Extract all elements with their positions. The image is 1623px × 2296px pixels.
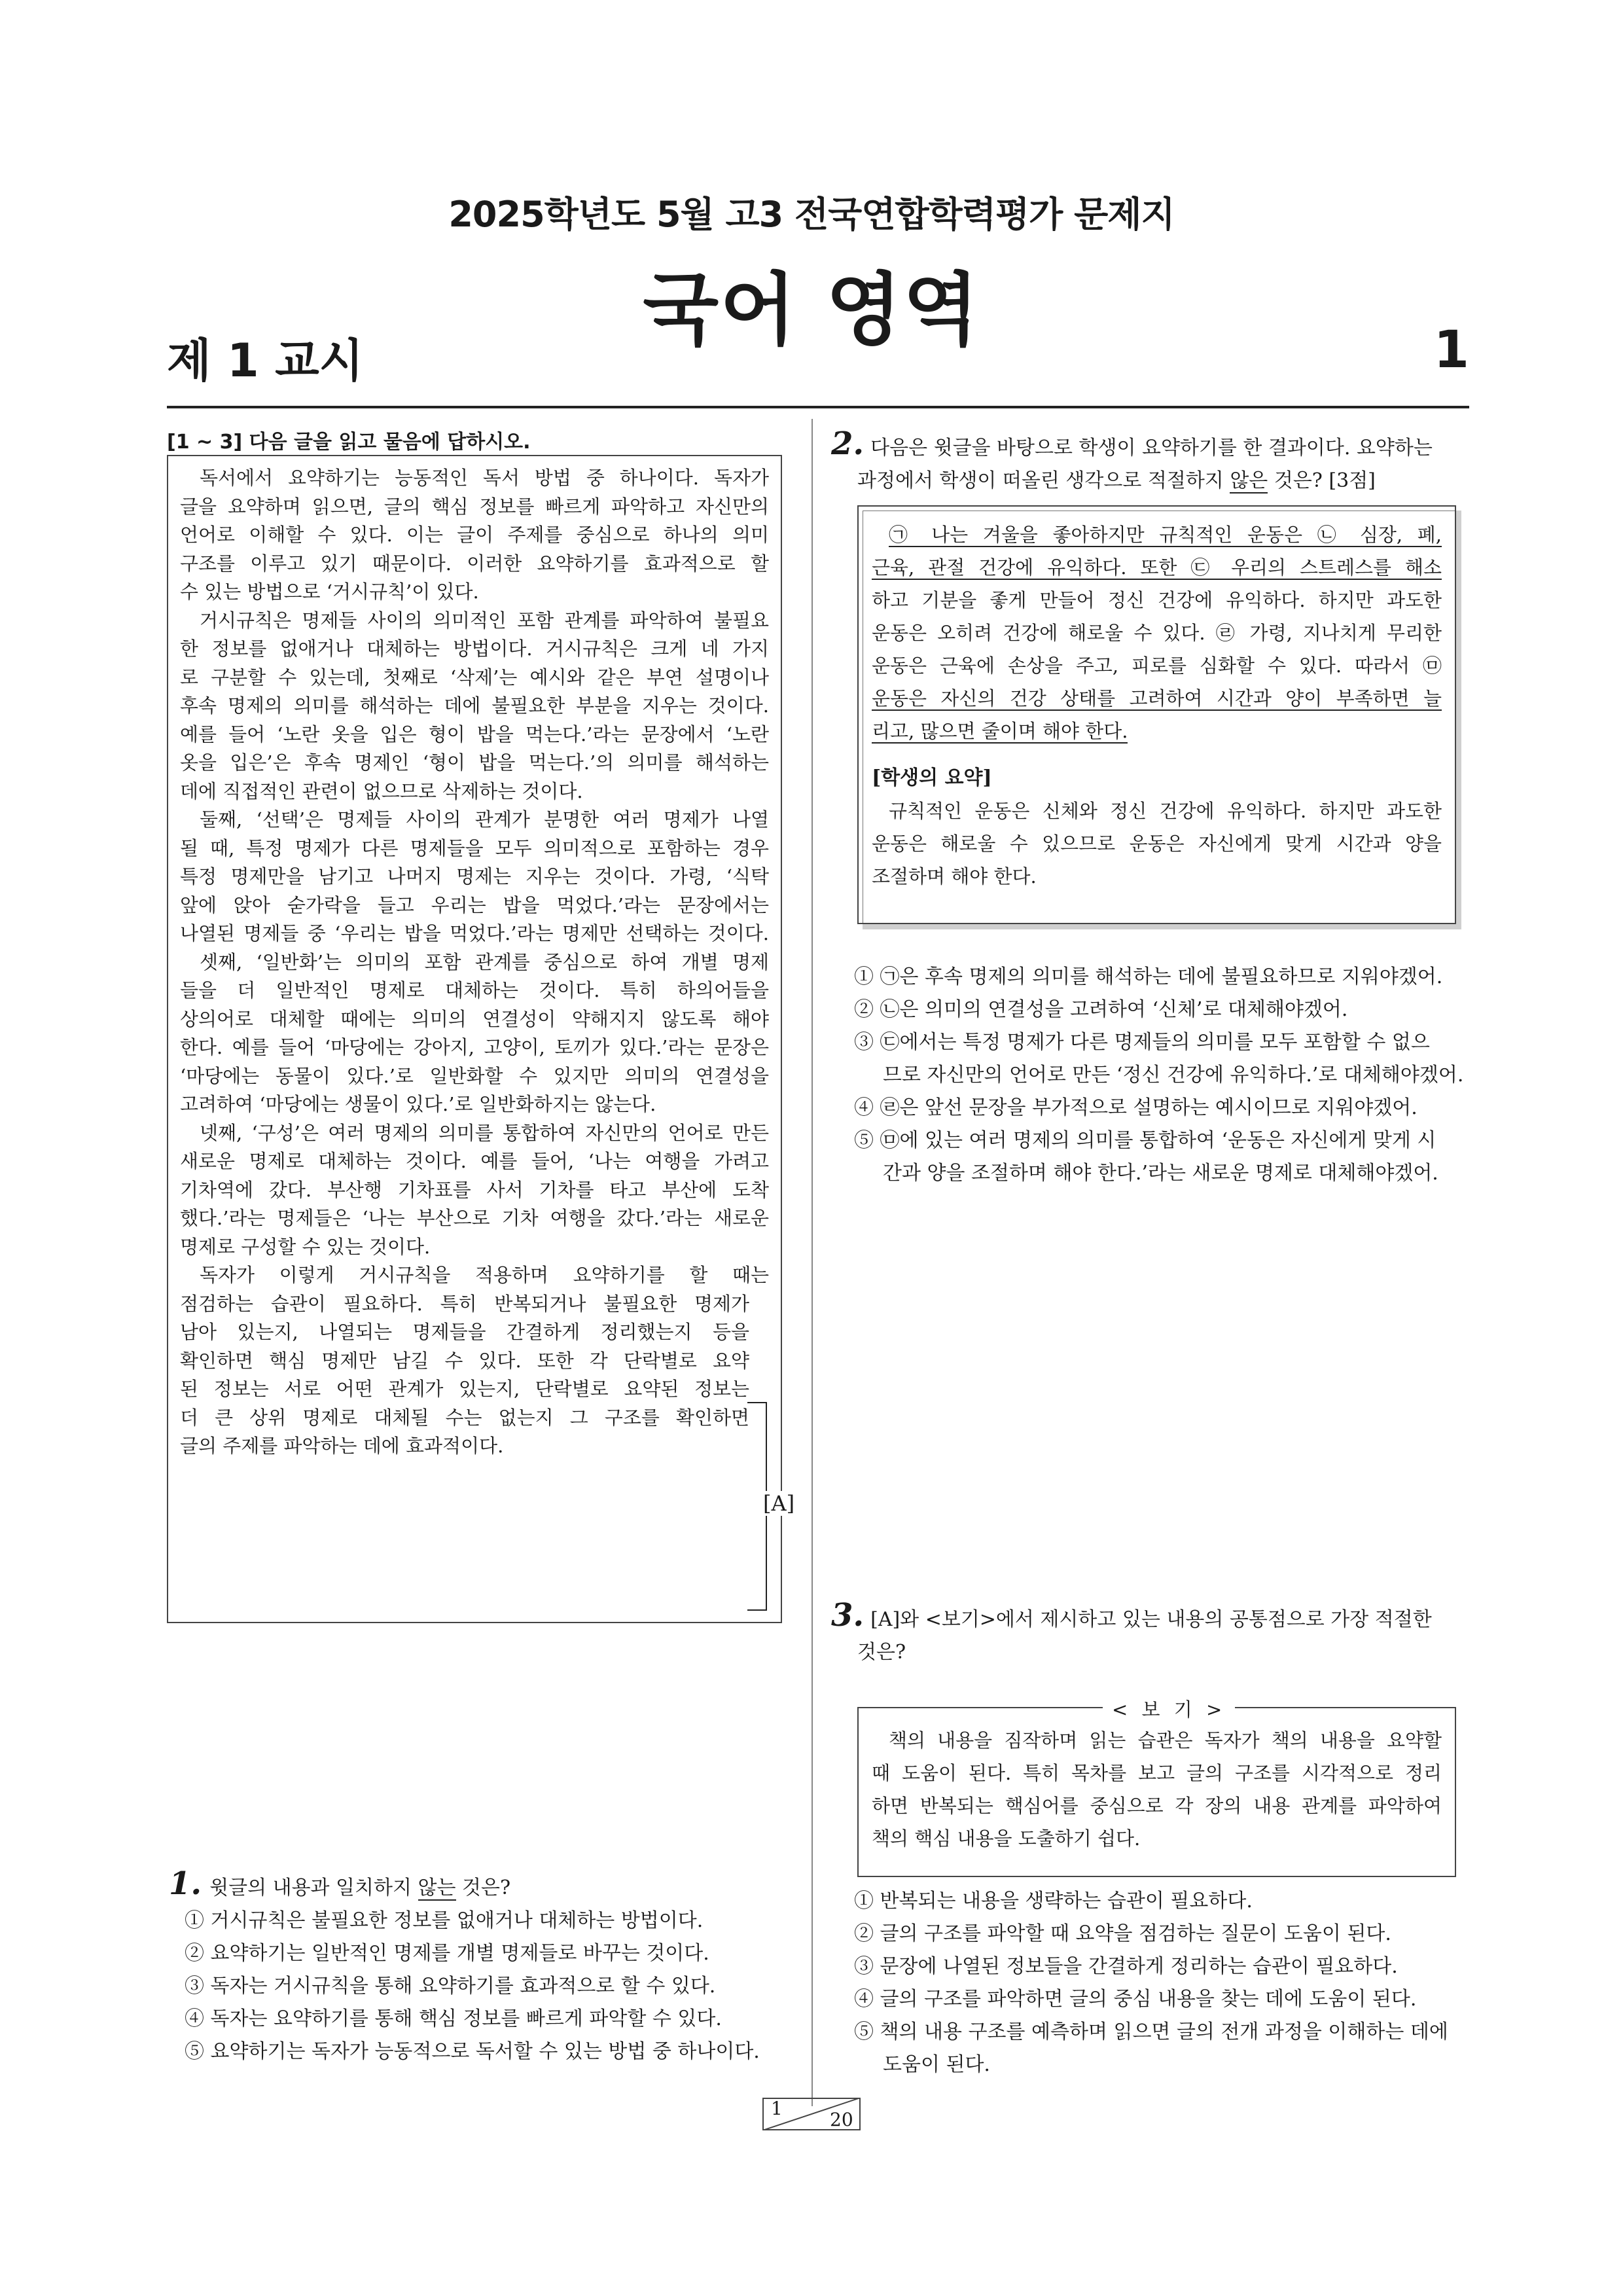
question-number: 2. — [831, 425, 865, 462]
passage-line: 한 정보를 없애거나 대체하는 방법이다. 거시규칙은 크게 네 가지 — [180, 637, 769, 660]
passage-line: 언어로 이해할 수 있다. 이는 글이 주제를 중심으로 하나의 의미 — [180, 524, 769, 546]
passage-line: 구조를 이루고 있기 때문이다. 이러한 요약하기를 효과적으로 할 — [180, 552, 769, 575]
answer-option[interactable]: ⑤ ㉤에 있는 여러 명제의 의미를 통합하여 ‘운동은 자신에게 맞게 시 — [854, 1129, 1436, 1152]
question-3 — [831, 1597, 1469, 1669]
passage-line: 확인하면 핵심 명제만 남길 수 있다. 또한 각 단락별로 요약 — [180, 1349, 749, 1372]
passage-line: 둘째, ‘선택’은 명제들 사이의 관계가 분명한 여러 명제가 나열 — [200, 808, 769, 831]
passage-line: 명제로 구성할 수 있는 것이다. — [180, 1235, 431, 1258]
question-stem: 윗글의 내용과 일치하지 않는 것은? — [209, 1876, 511, 1899]
emphasis-underline: 않는 — [418, 1876, 456, 1899]
question-3-options — [854, 1885, 1469, 2081]
passage-line: 특정 명제만을 남기고 나머지 명제는 지우는 것이다. 가령, ‘식탁 — [180, 865, 769, 888]
question-number: 1. — [169, 1865, 202, 1902]
answer-option[interactable]: ① 반복되는 내용을 생략하는 습관이 필요하다. — [854, 1890, 1253, 1912]
example-line: 하고 기분을 좋게 만들어 정신 건강에 유익하다. 하지만 과도한 — [872, 589, 1442, 611]
answer-option-continued[interactable]: 므로 자신만의 언어로 만든 ‘정신 건강에 유익하다.’로 대체해야겠어. — [883, 1064, 1464, 1086]
passage-line: 기차역에 갔다. 부산행 기차표를 사서 기차를 타고 부산에 도착 — [180, 1178, 769, 1201]
bogi-line: 책의 핵심 내용을 도출하기 쉽다. — [872, 1827, 1141, 1850]
answer-option[interactable]: ⑤ 요약하기는 독자가 능동적으로 독서할 수 있는 방법 중 하나이다. — [185, 2040, 760, 2063]
passage-line: 거시규칙은 명제들 사이의 의미적인 포함 관계를 파악하여 불필요 — [200, 609, 769, 632]
passage-line: 후속 명제의 의미를 해석하는 데에 불필요한 부분을 지우는 것이다. — [180, 694, 769, 717]
answer-option[interactable]: ④ 글의 구조를 파악하면 글의 중심 내용을 찾는 데에 도움이 된다. — [854, 1988, 1417, 2011]
passage-line: 데에 직접적인 관련이 없으므로 삭제하는 것이다. — [180, 780, 583, 802]
question-stem-line: 과정에서 학생이 떠올린 생각으로 적절하지 않은 것은? [3점] — [857, 469, 1376, 492]
emphasis-underline: 않은 — [1230, 469, 1268, 492]
passage-line: 들을 더 일반적인 명제로 대체하는 것이다. 특히 하의어들을 — [180, 979, 769, 1001]
passage-line: 더 큰 상위 명제로 대체될 수는 없는지 그 구조를 확인하면 — [180, 1406, 749, 1429]
bracket-a-label: [A] — [760, 1491, 797, 1516]
answer-option[interactable]: ① 거시규칙은 불필요한 정보를 없애거나 대체하는 방법이다. — [185, 1909, 704, 1932]
period-label: 제 1 교시 — [167, 334, 364, 387]
passage-line: 남아 있는지, 나열되는 명제들을 간결하게 정리했는지 등을 — [180, 1321, 749, 1343]
passage-line: 점검하는 습관이 필요하다. 특히 반복되거나 불필요한 명제가 — [180, 1292, 749, 1315]
set-instruction: [1 ~ 3] 다음 글을 읽고 물음에 답하시오. — [167, 431, 531, 454]
bogi-line: 하면 반복되는 핵심어를 중심으로 각 장의 내용 관계를 파악하여 — [872, 1795, 1442, 1817]
passage-line: 셋째, ‘일반화’는 의미의 포함 관계를 중심으로 하여 개별 명제 — [200, 950, 769, 973]
question-number: 3. — [831, 1597, 865, 1634]
passage-line: 한다. 예를 들어 ‘마당에는 강아지, 고양이, 토끼가 있다.’라는 문장은 — [180, 1036, 769, 1058]
passage-line: ‘마당에는 동물이 있다.’로 일반화할 수 있지만 의미의 연결성을 — [180, 1064, 769, 1087]
reading-passage — [167, 455, 782, 1623]
question-stem-line: [A]와 <보기>에서 제시하고 있는 내용의 공통점으로 가장 적절한 — [870, 1608, 1432, 1631]
answer-option-continued[interactable]: 도움이 된다. — [883, 2053, 990, 2076]
passage-line: 옷을 입은’은 후속 명제인 ‘형이 밥을 먹는다.’의 의미를 해석하는 — [180, 751, 769, 774]
example-line: ㉠ 나는 겨울을 좋아하지만 규칙적인 운동은 ㉡ 심장, 폐, — [889, 524, 1442, 546]
bogi-line: 책의 내용을 짐작하며 읽는 습관은 독자가 책의 내용을 요약할 — [889, 1729, 1442, 1751]
answer-option[interactable]: ③ ㉢에서는 특정 명제가 다른 명제들의 의미를 모두 포함할 수 없으 — [854, 1031, 1430, 1054]
example-line: 운동은 오히려 건강에 해로울 수 있다. ㉣ 가령, 지나치게 무리한 — [872, 622, 1442, 644]
passage-line: 될 때, 특정 명제가 다른 명제들을 모두 의미적으로 포함하는 경우 — [180, 836, 769, 859]
passage-line: 했다.’라는 명제들은 ‘나는 부산으로 기차 여행을 갔다.’라는 새로운 — [180, 1207, 769, 1229]
passage-line: 앞에 앉아 숟가락을 들고 우리는 밥을 먹었다.’라는 문장에서는 — [180, 893, 769, 916]
total-pages: 20 — [830, 2109, 853, 2130]
passage-line: 독서에서 요약하기는 능동적인 독서 방법 중 하나이다. 독자가 — [200, 467, 769, 489]
question-1 — [169, 1865, 797, 1905]
passage-line: 로 구분할 수 있는데, 첫째로 ‘삭제’는 예시와 같은 부연 설명이나 — [180, 666, 769, 689]
bogi-label: < 보 기 > — [1103, 1695, 1235, 1722]
answer-option[interactable]: ⑤ 책의 내용 구조를 예측하며 읽으면 글의 전개 과정을 이해하는 데에 — [854, 2020, 1448, 2043]
passage-line: 독자가 이렇게 거시규칙을 적용하며 요약하기를 할 때는 — [200, 1264, 769, 1286]
bogi-box — [857, 1707, 1456, 1877]
summary-line: 조절하며 해야 한다. — [872, 865, 1037, 888]
exam-subtitle: 2025학년도 5월 고3 전국연합학력평가 문제지 — [448, 194, 1175, 235]
passage-line: 나열된 명제들 중 ‘우리는 밥을 먹었다.’라는 명제만 선택하는 것이다. — [180, 922, 769, 944]
answer-option[interactable]: ① ㉠은 후속 명제의 의미를 해석하는 데에 불필요하므로 지워야겠어. — [854, 965, 1443, 988]
example-line: 운동은 근육에 손상을 주고, 피로를 심화할 수 있다. 따라서 ㉤ — [872, 655, 1442, 677]
answer-option[interactable]: ③ 독자는 거시규칙을 통해 요약하기를 효과적으로 할 수 있다. — [185, 1975, 716, 1998]
passage-line: 수 있는 방법으로 ‘거시규칙’이 있다. — [180, 581, 479, 603]
question-2-options — [854, 961, 1469, 1190]
summary-title: [학생의 요약] — [872, 766, 992, 789]
question-stem-line: 것은? — [857, 1641, 906, 1664]
header-rule — [167, 406, 1469, 408]
answer-option-continued[interactable]: 간과 양을 조절하며 해야 한다.’라는 새로운 명제로 대체해야겠어. — [883, 1162, 1438, 1185]
student-example-box — [857, 505, 1456, 924]
exam-title: 국어 영역 — [643, 265, 980, 356]
question-1-options — [185, 1905, 760, 2068]
column-divider — [812, 419, 813, 2106]
example-line: 운동은 자신의 건강 상태를 고려하여 시간과 양이 부족하면 늘 — [872, 687, 1442, 709]
passage-line: 넷째, ‘구성’은 여러 명제의 의미를 통합하여 자신만의 언어로 만든 — [200, 1121, 769, 1144]
summary-line: 운동은 해로울 수 있으므로 운동은 자신에게 맞게 시간과 양을 — [872, 833, 1442, 855]
passage-line: 예를 들어 ‘노란 옷을 입은 형이 밥을 먹는다.’라는 문장에서 ‘노란 — [180, 723, 769, 745]
answer-option[interactable]: ② 요약하기는 일반적인 명제를 개별 명제들로 바꾸는 것이다. — [185, 1942, 709, 1965]
answer-option[interactable]: ② 글의 구조를 파악할 때 요약을 점검하는 질문이 도움이 된다. — [854, 1922, 1391, 1945]
question-stem-line: 다음은 윗글을 바탕으로 학생이 요약하기를 한 결과이다. 요약하는 — [870, 437, 1433, 459]
passage-line: 고려하여 ‘마당에는 생물이 있다.’로 일반화하지는 않는다. — [180, 1093, 656, 1115]
answer-option[interactable]: ④ ㉣은 앞선 문장을 부가적으로 설명하는 예시이므로 지워야겠어. — [854, 1096, 1418, 1119]
passage-line: 상의어로 대체할 때에는 의미의 연결성이 약해지지 않도록 해야 — [180, 1007, 769, 1030]
passage-line: 글의 주제를 파악하는 데에 효과적이다. — [180, 1435, 504, 1457]
bogi-line: 때 도움이 된다. 특히 목차를 보고 글의 구조를 시각적으로 정리 — [872, 1762, 1442, 1784]
example-line: 리고, 많으면 줄이며 해야 한다. — [872, 720, 1128, 742]
answer-option[interactable]: ③ 문장에 나열된 정보들을 간결하게 정리하는 습관이 필요하다. — [854, 1955, 1398, 1978]
example-line: 근육, 관절 건강에 유익하다. 또한 ㉢ 우리의 스트레스를 해소 — [872, 556, 1442, 579]
passage-line: 새로운 명제로 대체하는 것이다. 예를 들어, ‘나는 여행을 가려고 — [180, 1150, 769, 1172]
answer-option[interactable]: ② ㉡은 의미의 연결성을 고려하여 ‘신체’로 대체해야겠어. — [854, 998, 1348, 1021]
question-2 — [831, 425, 1469, 497]
answer-option[interactable]: ④ 독자는 요약하기를 통해 핵심 정보를 빠르게 파악할 수 있다. — [185, 2007, 722, 2030]
page-number: 1 — [1433, 321, 1469, 380]
passage-line: 글을 요약하며 읽으면, 글의 핵심 정보를 빠르게 파악하고 자신만의 — [180, 495, 769, 518]
summary-line: 규칙적인 운동은 신체와 정신 건강에 유익하다. 하지만 과도한 — [889, 800, 1442, 822]
passage-line: 된 정보는 서로 어떤 관계가 있는지, 단락별로 요약된 정보는 — [180, 1378, 749, 1400]
current-page: 1 — [771, 2098, 783, 2119]
